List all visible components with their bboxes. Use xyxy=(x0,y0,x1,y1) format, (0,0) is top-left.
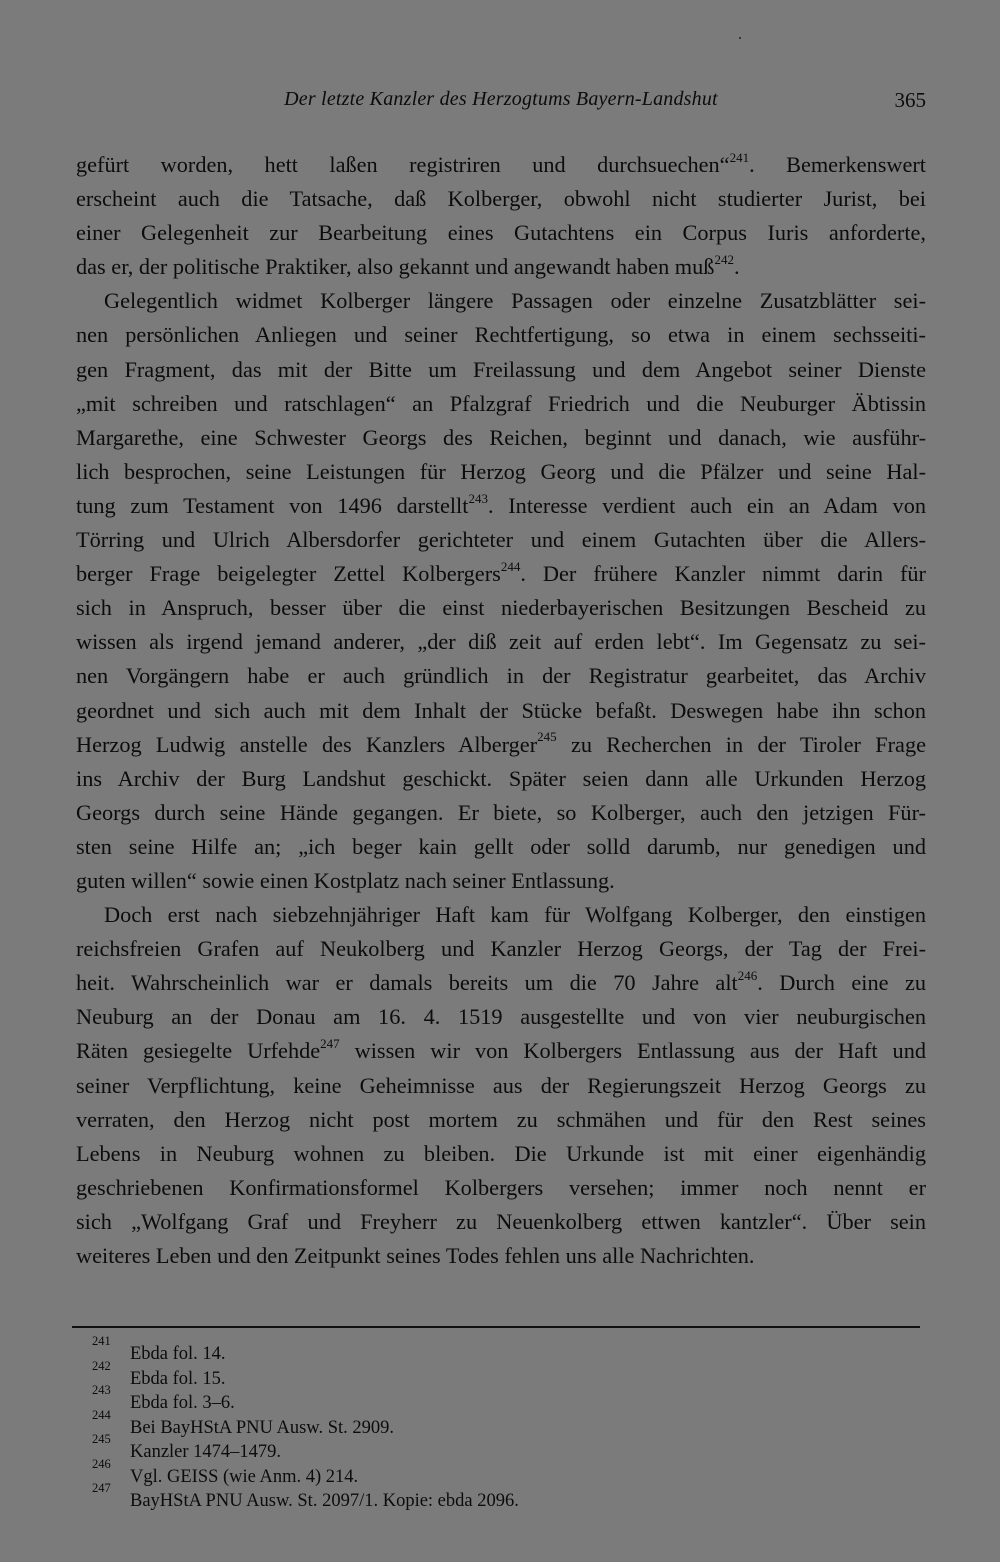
text-line xyxy=(76,659,926,693)
text-segment: Lebens in Neuburg wohnen zu bleiben. Die Urkunde ist mit einer eigenhändig xyxy=(76,1140,926,1166)
text-line xyxy=(76,1034,926,1068)
text-line xyxy=(76,182,926,216)
text-segment: „mit schreiben und ratschlagen“ an Pfalzgraf Friedrich und die Neuburger Äbtissin xyxy=(76,390,926,416)
text-line xyxy=(76,1239,926,1273)
footnote xyxy=(92,1334,692,1367)
text-line xyxy=(76,1000,926,1034)
footnote xyxy=(92,1432,692,1465)
text-line xyxy=(76,284,926,318)
text-line xyxy=(76,625,926,659)
text-line xyxy=(76,1205,926,1239)
footnote-ref: 244 xyxy=(500,558,521,574)
text-line xyxy=(76,216,926,250)
footnote-text: Ebda fol. 14. xyxy=(130,1344,226,1364)
text-segment: gefürt worden, hett laßen registriren und durchsuechen“ xyxy=(76,152,730,177)
text-line xyxy=(76,796,926,830)
footnote-rule xyxy=(72,1326,920,1328)
page-number: 365 xyxy=(894,88,926,112)
text-line xyxy=(76,1137,926,1171)
text-segment: weiteres Leben und den Zeitpunkt seines Todes fehlen uns alle Nachrichten. xyxy=(76,1243,755,1268)
footnote-ref: 241 xyxy=(729,149,750,165)
footnote xyxy=(92,1456,692,1490)
text-line xyxy=(76,1171,926,1205)
footnote xyxy=(92,1383,692,1416)
text-segment: sich „Wolfgang Graf und Freyherr zu Neuenkolberg ettwen kantzler“. Über sein xyxy=(76,1208,926,1234)
footnote-number: 244 xyxy=(92,1407,111,1422)
text-line xyxy=(76,353,926,387)
text-line xyxy=(76,148,926,182)
footnote-number: 247 xyxy=(92,1481,111,1495)
text-segment: zu Recherchen in der Tiroler Frage xyxy=(556,731,926,757)
body-text xyxy=(76,148,926,1273)
text-line xyxy=(76,523,926,557)
text-segment: erscheint auch die Tatsache, daß Kolberger, obwohl nicht studierter Jurist, bei xyxy=(76,186,926,212)
text-segment: sich in Anspruch, besser über die einst niederbayerischen Besitzungen Bescheid zu xyxy=(76,595,926,621)
footnote xyxy=(92,1358,692,1392)
text-segment: geordnet und sich auch mit dem Inhalt der Stücke befaßt. Deswegen habe ihn schon xyxy=(76,697,926,723)
footnote-number: 242 xyxy=(92,1358,111,1373)
text-segment: tung zum Testament von 1496 darstellt xyxy=(76,492,469,518)
text-segment: . Bemerkenswert xyxy=(749,152,926,177)
text-segment: nen Vorgängern habe er auch gründlich in der Registratur gearbeitet, das Archiv xyxy=(76,663,926,689)
text-segment: Georgs durch seine Hände gegangen. Er biete, so Kolberger, auch den jetzigen Für- xyxy=(76,799,926,825)
text-line xyxy=(76,932,926,966)
text-segment: . Interesse verdient auch ein an Adam von xyxy=(487,492,926,518)
footnote-number: 245 xyxy=(92,1432,111,1446)
running-head xyxy=(76,88,926,118)
footnote-text: BayHStA PNU Ausw. St. 2097/1. Kopie: ebda 2096. xyxy=(130,1491,519,1511)
footnote xyxy=(92,1407,692,1441)
text-line xyxy=(76,898,926,932)
text-line xyxy=(76,421,926,455)
footnote-text: Ebda fol. 3–6. xyxy=(130,1393,235,1413)
footnote-ref: 245 xyxy=(537,729,557,745)
scan-speck xyxy=(739,37,741,39)
text-line xyxy=(76,1069,926,1103)
text-segment: Herzog Ludwig anstelle des Kanzlers Alberger xyxy=(76,731,538,757)
footnote-ref: 243 xyxy=(468,490,488,506)
footnote-text: Vgl. GEISS (wie Anm. 4) 214. xyxy=(130,1466,359,1487)
text-segment: guten willen“ sowie einen Kostplatz nach seiner Entlassung. xyxy=(76,867,615,893)
text-segment: sten seine Hilfe an; „ich beger kain gellt oder solld darumb, nur genedigen und xyxy=(76,833,926,859)
text-line xyxy=(76,489,926,523)
text-line xyxy=(76,966,926,1000)
footnote-number: 246 xyxy=(92,1456,111,1471)
text-segment: gen Fragment, das mit der Bitte um Freilassung und dem Angebot seiner Dienste xyxy=(76,356,926,382)
text-line xyxy=(76,762,926,796)
text-line xyxy=(76,830,926,864)
text-line xyxy=(76,318,926,352)
text-line xyxy=(76,864,926,898)
text-segment: heit. Wahrscheinlich war er damals bereits um die 70 Jahre alt xyxy=(76,970,738,996)
text-segment: wissen wir von Kolbergers Entlassung aus der Haft und xyxy=(339,1038,926,1064)
text-segment: Gelegentlich widmet Kolberger längere Passagen oder einzelne Zusatzblätter sei- xyxy=(104,288,926,314)
footnote xyxy=(92,1481,692,1514)
text-segment: Neuburg an der Donau am 16. 4. 1519 ausgestellte und von vier neuburgischen xyxy=(76,1004,926,1030)
text-segment: . Durch eine zu xyxy=(757,970,926,996)
text-line xyxy=(76,250,926,284)
text-segment: lich besprochen, seine Leistungen für Herzog Georg und die Pfälzer und seine Hal- xyxy=(76,458,926,484)
footnote-number: 241 xyxy=(92,1334,111,1348)
text-segment: wissen als irgend jemand anderer, „der diß zeit auf erden lebt“. Im Gegensatz zu sei- xyxy=(76,629,926,655)
text-segment: reichsfreien Grafen auf Neukolberg und Kanzler Herzog Georgs, der Tag der Frei- xyxy=(76,936,926,962)
text-segment: geschriebenen Konfirmationsformel Kolbergers versehen; immer noch nennt er xyxy=(76,1174,926,1200)
text-segment: Margarethe, eine Schwester Georgs des Reichen, beginnt und danach, wie ausführ- xyxy=(76,424,926,450)
text-line xyxy=(76,1103,926,1137)
text-segment: das er, der politische Praktiker, also gekannt und angewandt haben muß xyxy=(76,254,715,280)
text-segment: nen persönlichen Anliegen und seiner Rechtfertigung, so etwa in einem sechsseiti- xyxy=(76,322,926,348)
text-segment: Törring und Ulrich Albersdorfer gerichteter und einem Gutachten über die Allers- xyxy=(76,527,926,553)
text-segment: ins Archiv der Burg Landshut geschickt. Später seien dann alle Urkunden Herzog xyxy=(76,765,926,791)
text-segment: . xyxy=(733,254,740,280)
text-segment: Räten gesiegelte Urfehde xyxy=(76,1038,321,1064)
text-segment: einer Gelegenheit zur Bearbeitung eines Gutachtens ein Corpus Iuris anforderte, xyxy=(76,220,926,246)
text-segment: Doch erst nach siebzehnjähriger Haft kam für Wolfgang Kolberger, den einstigen xyxy=(104,902,926,928)
text-line xyxy=(76,591,926,625)
text-line xyxy=(76,557,926,591)
footnotes xyxy=(92,1334,692,1514)
text-line xyxy=(76,455,926,489)
text-line xyxy=(76,728,926,762)
footnote-text: Bei BayHStA PNU Ausw. St. 2909. xyxy=(130,1417,395,1438)
footnote-number: 243 xyxy=(92,1383,111,1397)
footnote-ref: 242 xyxy=(714,251,734,267)
footnote-ref: 246 xyxy=(737,967,758,983)
text-line xyxy=(76,387,926,421)
footnote-ref: 247 xyxy=(320,1036,340,1052)
text-segment: seiner Verpflichtung, keine Geheimnisse aus der Regierungszeit Herzog Georgs zu xyxy=(76,1072,926,1098)
running-title: Der letzte Kanzler des Herzogtums Bayern-Landshut xyxy=(284,88,718,110)
text-segment: berger Frage beigelegter Zettel Kolbergers xyxy=(76,561,501,587)
footnote-text: Ebda fol. 15. xyxy=(130,1368,226,1389)
text-segment: verraten, den Herzog nicht post mortem zu schmähen und für den Rest seines xyxy=(76,1106,926,1132)
text-segment: . Der frühere Kanzler nimmt darin für xyxy=(520,561,926,587)
text-line xyxy=(76,694,926,728)
footnote-text: Kanzler 1474–1479. xyxy=(130,1442,282,1462)
